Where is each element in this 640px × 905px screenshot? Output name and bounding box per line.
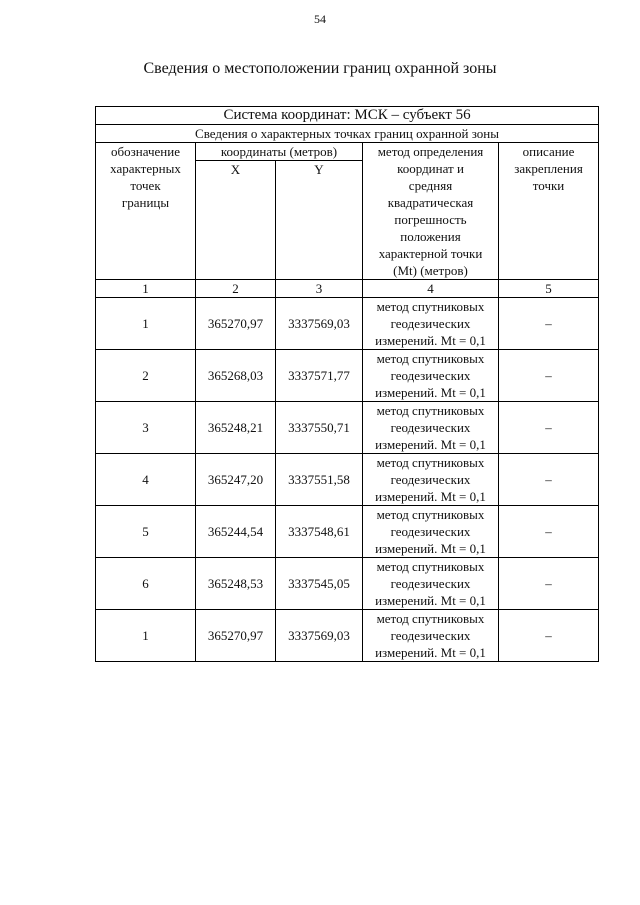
point-id-cell: 1 [96,610,196,662]
header-method [363,143,499,280]
header-coordinates: координаты (метров) [196,143,363,161]
method-line: геодезических [390,472,471,487]
column-number: 1 [96,280,196,298]
method-cell [363,402,499,454]
method-cell [363,506,499,558]
header-x: X [196,161,276,280]
description-cell: – [499,558,599,610]
header-designation [96,143,196,280]
header-method-line: (Mt) (метров) [393,263,468,278]
method-line: метод спутниковых [376,403,485,418]
header-method-line: метод определения [377,144,484,159]
x-coordinate-cell: 365248,53 [196,558,276,610]
y-coordinate-cell: 3337545,05 [276,558,363,610]
point-id-cell: 2 [96,350,196,402]
method-line: измерений. Mt = 0,1 [375,541,486,556]
method-cell [363,454,499,506]
column-number: 4 [363,280,499,298]
header-method-line: средняя [408,178,453,193]
header-method-line: координат и [397,161,464,176]
y-coordinate-cell: 3337551,58 [276,454,363,506]
method-line: измерений. Mt = 0,1 [375,593,486,608]
table-row [96,402,599,454]
table-row [96,454,599,506]
column-number: 2 [196,280,276,298]
method-line: геодезических [390,576,471,591]
header-method-line: характерной точки [378,246,483,261]
method-cell [363,610,499,662]
method-line: метод спутниковых [376,351,485,366]
method-line: измерений. Mt = 0,1 [375,489,486,504]
header-designation-line: границы [121,195,170,210]
y-coordinate-cell: 3337569,03 [276,610,363,662]
method-line: метод спутниковых [376,455,485,470]
method-line: измерений. Mt = 0,1 [375,385,486,400]
description-cell: – [499,610,599,662]
boundary-points-table [95,106,599,662]
description-cell: – [499,402,599,454]
x-coordinate-cell: 365268,03 [196,350,276,402]
point-id-cell: 1 [96,298,196,350]
header-designation-line: обозначение [111,144,180,159]
header-method-line: положения [400,229,461,244]
header-designation-line: точек [130,178,161,193]
column-number: 3 [276,280,363,298]
table-row [96,506,599,558]
coordinate-system-cell: Система координат: МСК – субъект 56 [96,107,599,125]
method-line: метод спутниковых [376,299,485,314]
method-line: измерений. Mt = 0,1 [375,437,486,452]
point-id-cell: 5 [96,506,196,558]
description-cell: – [499,454,599,506]
method-line: геодезических [390,524,471,539]
header-description-line: закрепления [514,161,583,176]
method-cell [363,558,499,610]
x-coordinate-cell: 365248,21 [196,402,276,454]
method-line: геодезических [390,420,471,435]
method-line: метод спутниковых [376,559,485,574]
table-row [96,558,599,610]
document-title: Сведения о местоположении границ охранной зоны [143,60,497,77]
method-line: измерений. Mt = 0,1 [375,645,486,660]
column-number: 5 [499,280,599,298]
method-line: геодезических [390,628,471,643]
method-line: измерений. Mt = 0,1 [375,333,486,348]
description-cell: – [499,350,599,402]
method-cell [363,350,499,402]
y-coordinate-cell: 3337571,77 [276,350,363,402]
point-id-cell: 3 [96,402,196,454]
header-method-line: погрешность [394,212,467,227]
x-coordinate-cell: 365270,97 [196,610,276,662]
header-y: Y [276,161,363,280]
header-description-line: описание [522,144,575,159]
table-row [96,610,599,662]
info-cell: Сведения о характерных точках границ охранной зоны [96,125,599,143]
method-line: метод спутниковых [376,611,485,626]
x-coordinate-cell: 365270,97 [196,298,276,350]
description-cell: – [499,506,599,558]
description-cell: – [499,298,599,350]
y-coordinate-cell: 3337548,61 [276,506,363,558]
method-cell [363,298,499,350]
header-description [499,143,599,280]
column-number-row [96,280,599,298]
method-line: геодезических [390,368,471,383]
info-row [96,125,599,143]
method-line: геодезических [390,316,471,331]
header-row-1 [96,143,599,161]
y-coordinate-cell: 3337569,03 [276,298,363,350]
point-id-cell: 4 [96,454,196,506]
coordinate-system-row [96,107,599,125]
point-id-cell: 6 [96,558,196,610]
table-row [96,298,599,350]
method-line: метод спутниковых [376,507,485,522]
table-row [96,350,599,402]
header-method-line: квадратическая [387,195,474,210]
x-coordinate-cell: 365247,20 [196,454,276,506]
page-number: 54 [314,12,326,26]
y-coordinate-cell: 3337550,71 [276,402,363,454]
header-description-line: точки [532,178,565,193]
header-designation-line: характерных [110,161,181,176]
x-coordinate-cell: 365244,54 [196,506,276,558]
